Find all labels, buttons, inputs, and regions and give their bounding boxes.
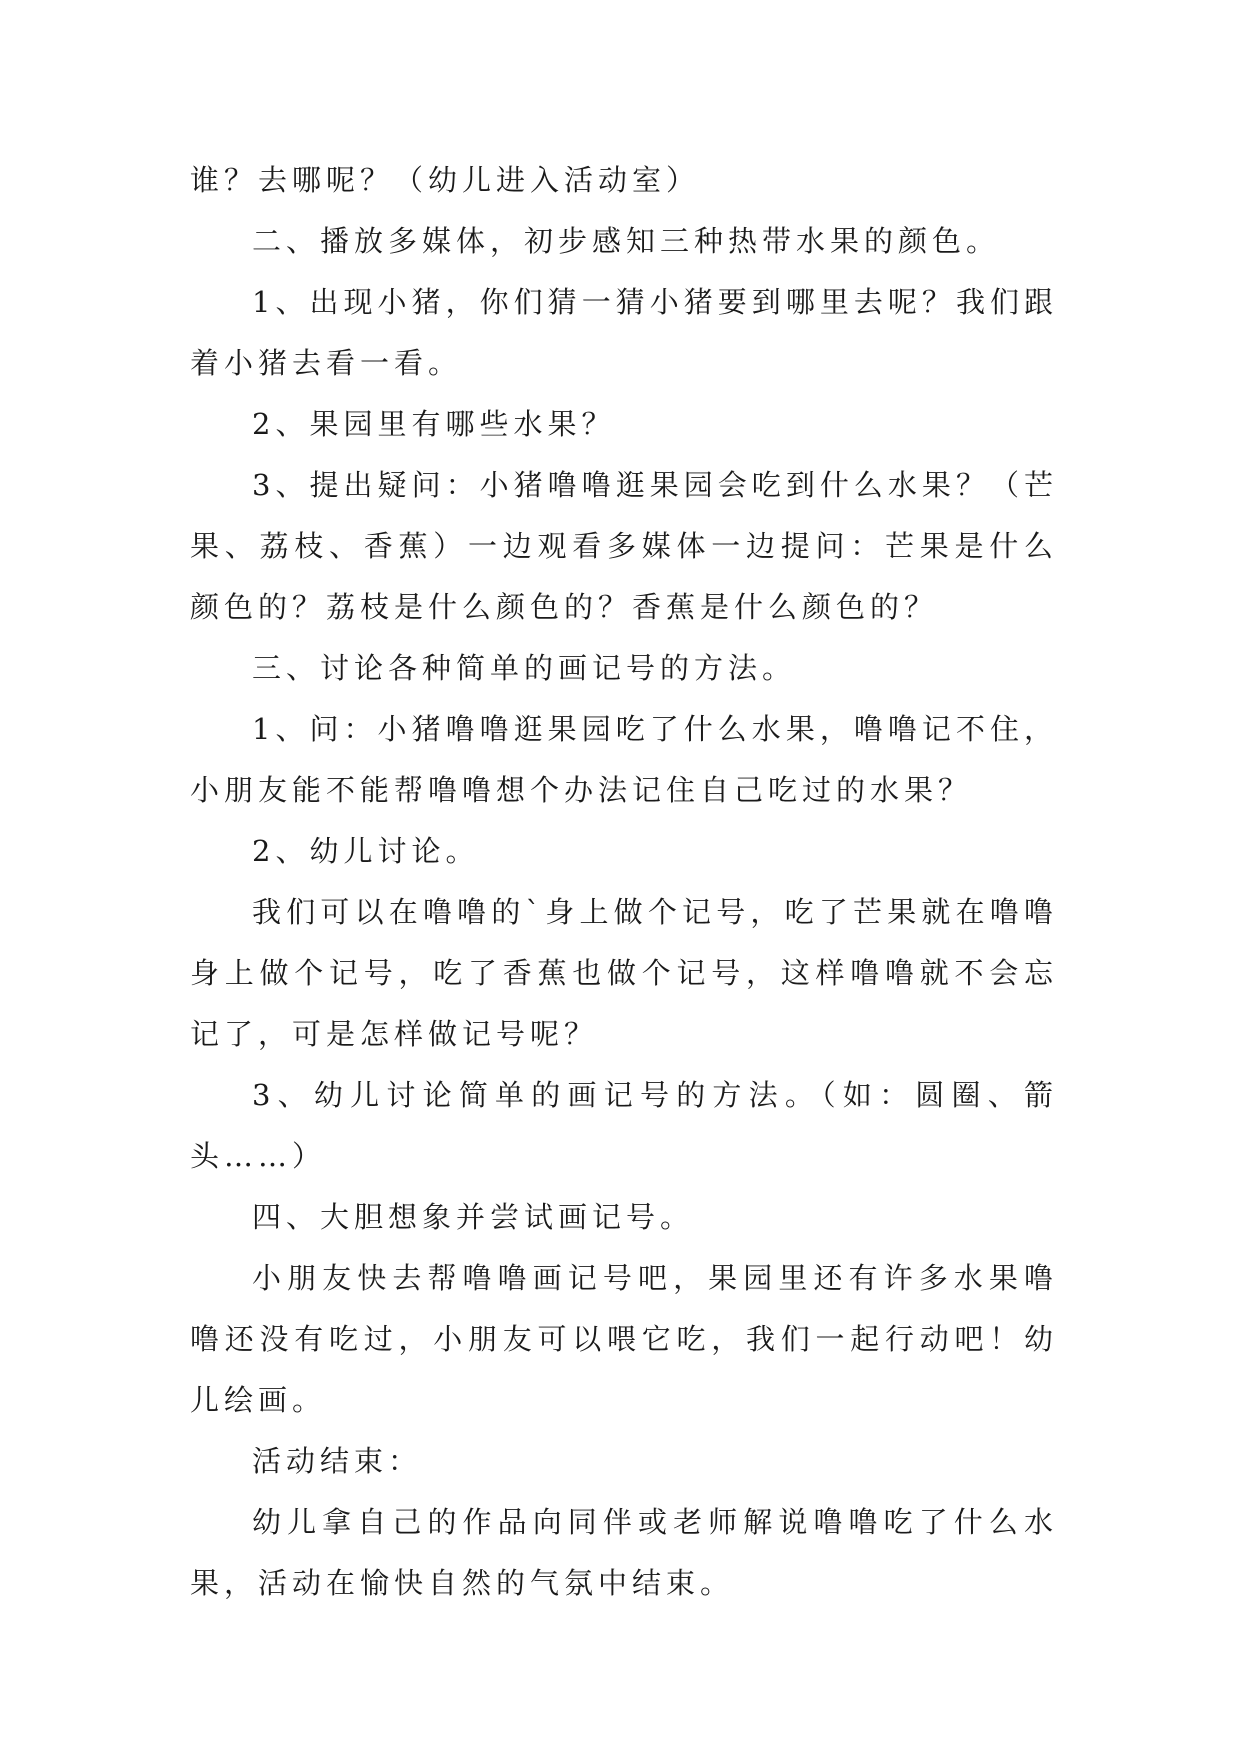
paragraph: 幼儿拿自己的作品向同伴或老师解说噜噜吃了什么水果，活动在愉快自然的气氛中结束。	[190, 1505, 1058, 1600]
section-heading: 四、大胆想象并尝试画记号。	[252, 1200, 695, 1234]
paragraph: 谁？去哪呢？（幼儿进入活动室）	[190, 163, 701, 197]
paragraph: 2、果园里有哪些水果？	[252, 407, 616, 441]
paragraph: 1、出现小猪，你们猜一猜小猪要到哪里去呢？我们跟着小猪去看一看。	[190, 285, 1058, 380]
paragraph: 小朋友快去帮噜噜画记号吧，果园里还有许多水果噜噜还没有吃过，小朋友可以喂它吃，我们一起行动吧！幼儿绘画。	[190, 1261, 1058, 1417]
paragraph: 我们可以在噜噜的`身上做个记号，吃了芒果就在噜噜身上做个记号，吃了香蕉也做个记号，这样噜噜就不会忘记了，可是怎样做记号呢？	[190, 895, 1058, 1051]
paragraph: 3、提出疑问：小猪噜噜逛果园会吃到什么水果？（芒果、荔枝、香蕉）一边观看多媒体一边提问：芒果是什么颜色的？荔枝是什么颜色的？香蕉是什么颜色的？	[190, 468, 1058, 624]
document-body	[190, 150, 1058, 1614]
section-heading: 二、播放多媒体，初步感知三种热带水果的颜色。	[252, 224, 1001, 258]
paragraph: 2、幼儿讨论。	[252, 834, 480, 868]
section-heading: 活动结束：	[252, 1444, 423, 1478]
paragraph: 1、问：小猪噜噜逛果园吃了什么水果，噜噜记不住，小朋友能不能帮噜噜想个办法记住自己吃过的水果？	[190, 712, 1058, 807]
paragraph: 3、幼儿讨论简单的画记号的方法。（如：圆圈、箭头……）	[190, 1078, 1058, 1173]
section-heading: 三、讨论各种简单的画记号的方法。	[252, 651, 797, 685]
